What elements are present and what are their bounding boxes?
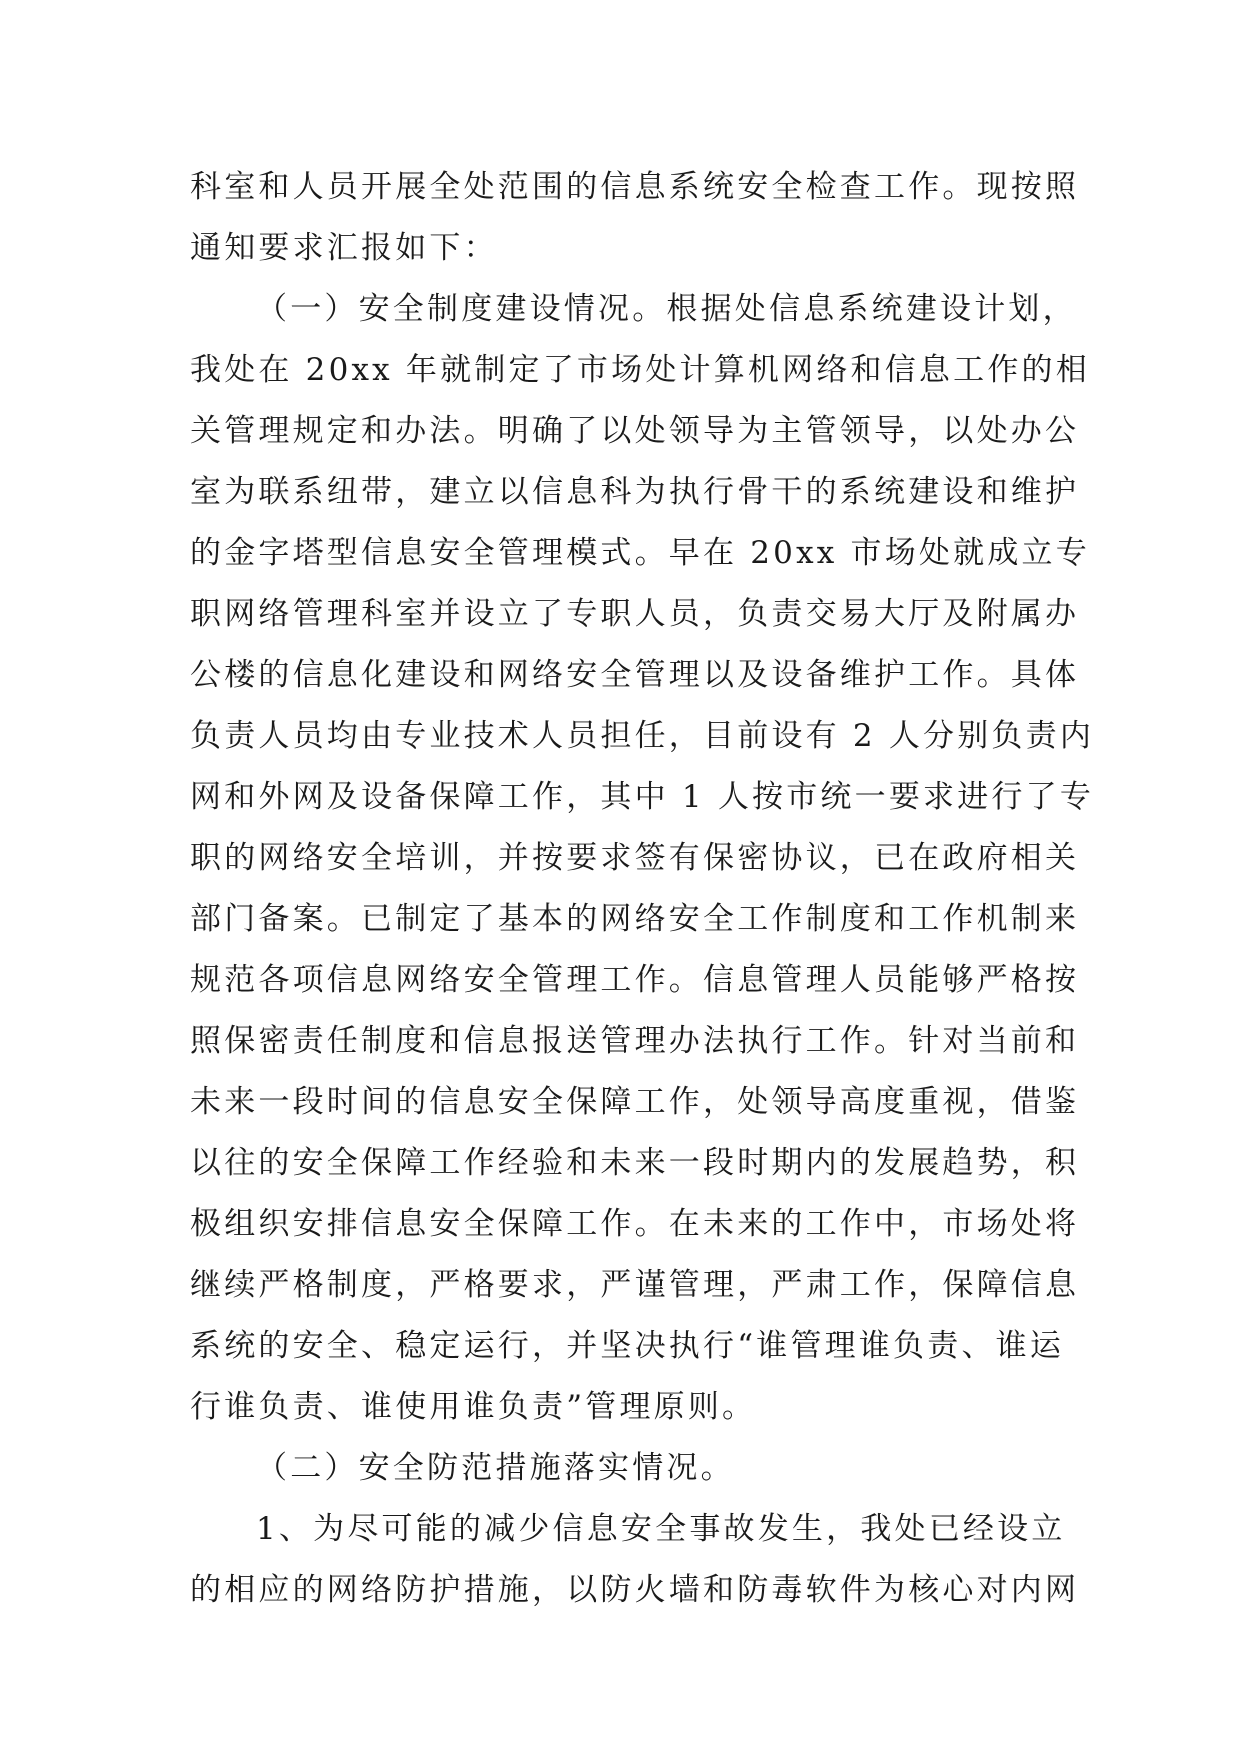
paragraph-line: 公楼的信息化建设和网络安全管理以及设备维护工作。具体	[190, 657, 1080, 693]
paragraph-line: 未来一段时间的信息安全保障工作，处领导高度重视，借鉴	[190, 1084, 1080, 1120]
paragraph-line: 的相应的网络防护措施，以防火墙和防毒软件为核心对内网	[190, 1572, 1080, 1608]
paragraph-line: 照保密责任制度和信息报送管理办法执行工作。针对当前和	[190, 1023, 1080, 1059]
paragraph-line: 通知要求汇报如下：	[190, 230, 498, 266]
paragraph-line: 系统的安全、稳定运行，并坚决执行“谁管理谁负责、谁运	[190, 1328, 1065, 1364]
paragraph-line: 网和外网及设备保障工作，其中 1 人按市统一要求进行了专	[190, 779, 1095, 815]
paragraph-line: 规范各项信息网络安全管理工作。信息管理人员能够严格按	[190, 962, 1080, 998]
paragraph-line: 室为联系纽带，建立以信息科为执行骨干的系统建设和维护	[190, 474, 1080, 510]
paragraph-line: 1、为尽可能的减少信息安全事故发生，我处已经设立	[256, 1511, 1066, 1547]
paragraph-line: 的金字塔型信息安全管理模式。早在 20xx 市场处就成立专	[190, 535, 1090, 571]
paragraph-line: 关管理规定和办法。明确了以处领导为主管领导，以处办公	[190, 413, 1080, 449]
paragraph-line: 职的网络安全培训，并按要求签有保密协议，已在政府相关	[190, 840, 1080, 876]
paragraph-line: 职网络管理科室并设立了专职人员，负责交易大厅及附属办	[190, 596, 1080, 632]
document-body	[190, 157, 1095, 1621]
paragraph-line: 我处在 20xx 年就制定了市场处计算机网络和信息工作的相	[190, 352, 1090, 388]
paragraph-line: 以往的安全保障工作经验和未来一段时期内的发展趋势，积	[190, 1145, 1080, 1181]
paragraph-line: 科室和人员开展全处范围的信息系统安全检查工作。现按照	[190, 169, 1080, 205]
paragraph-line: 部门备案。已制定了基本的网络安全工作制度和工作机制来	[190, 901, 1080, 937]
section-heading-line: （二）安全防范措施落实情况。	[256, 1450, 735, 1486]
paragraph-line: 极组织安排信息安全保障工作。在未来的工作中，市场处将	[190, 1206, 1080, 1242]
paragraph-line: 继续严格制度，严格要求，严谨管理，严肃工作，保障信息	[190, 1267, 1080, 1303]
paragraph-line: 负责人员均由专业技术人员担任，目前设有 2 人分别负责内	[190, 718, 1095, 754]
paragraph-line: 行谁负责、谁使用谁负责”管理原则。	[190, 1389, 757, 1425]
section-heading-line: （一）安全制度建设情况。根据处信息系统建设计划，	[256, 291, 1077, 327]
